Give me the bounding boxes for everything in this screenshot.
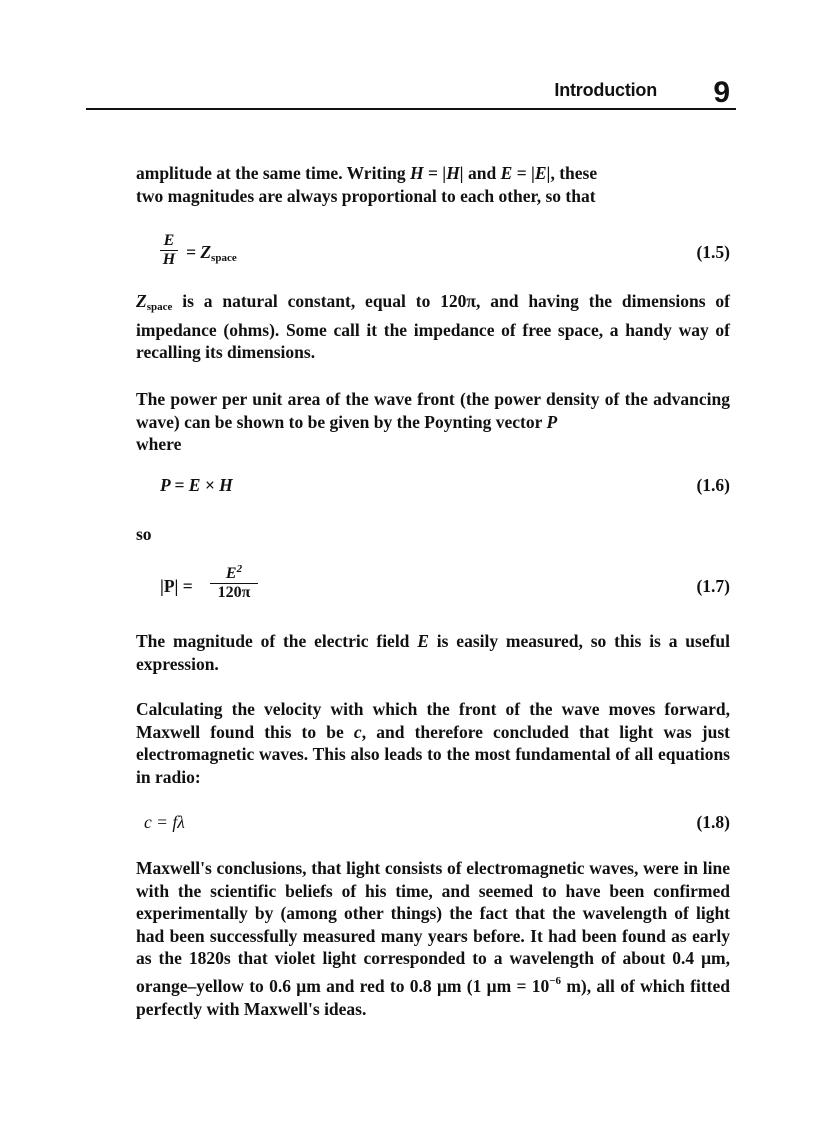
p6-sup: −6	[549, 974, 562, 987]
p3-P: P	[546, 411, 558, 432]
eq-1-7-number: (1.7)	[696, 576, 730, 596]
p5-text2: , and therefore concluded that light was just electromagnetic waves. This also leads to the most fundamental of all equations in radio:	[136, 721, 730, 787]
eq-1-7-numerator	[210, 560, 258, 583]
p1-and: and	[468, 163, 497, 183]
eq-1-6-number: (1.6)	[696, 475, 730, 495]
p1-absH: |H|	[442, 163, 464, 183]
eq-1-7-fraction	[210, 560, 258, 602]
paragraph-4	[136, 630, 730, 675]
eq-1-7-num-sup: 2	[236, 563, 243, 575]
p2-z-sub: space	[146, 301, 173, 313]
p5-text1: Calculating the velocity with which the front of the wave moves forward, Maxwell found this to be	[136, 699, 730, 742]
eq-1-7-lhs: |P| =	[160, 576, 193, 596]
p1-H: H	[409, 163, 424, 183]
p1-absE: |E|	[531, 163, 551, 183]
p4-text1: The magnitude of the electric field	[136, 631, 410, 651]
equation-1-6	[136, 475, 730, 515]
paragraph-1	[136, 162, 730, 207]
p1-line2: two magnitudes are always proportional to each other, so that	[136, 185, 596, 206]
p2-z: Z	[136, 291, 147, 311]
eq-1-5-fraction	[160, 232, 178, 269]
p2-text2: , a handy way of recalling its dimensions.	[136, 319, 730, 363]
paragraph-5	[136, 698, 730, 788]
p1-text: amplitude at the same time. Writing	[136, 163, 406, 183]
equation-1-8	[136, 812, 730, 852]
p6-text2: m), all of which fitted perfectly with Maxwell's ideas.	[136, 975, 730, 1019]
paragraph-2	[136, 290, 730, 364]
eq-1-8-expression: c = fλ	[144, 812, 185, 832]
equation-1-5	[136, 232, 730, 278]
paragraph-3	[136, 388, 730, 456]
p2-bold-term: impedance of free space	[413, 319, 599, 340]
p4-text2: is easily measured, so this is a useful expression.	[136, 631, 731, 674]
eq-1-7-num-E: E	[225, 565, 237, 582]
p1-eq: =	[427, 163, 438, 183]
eq-1-6-expression: P = E × H	[160, 475, 233, 495]
eq-1-5-denominator: H	[162, 251, 176, 268]
so-label: so	[136, 524, 152, 544]
p4-E: E	[417, 631, 429, 651]
eq-1-5-number: (1.5)	[696, 242, 730, 262]
p1-eq2: =	[516, 163, 527, 183]
eq-1-5-subscript: space	[211, 252, 237, 264]
equation-1-7	[136, 560, 730, 612]
p1-these: , these	[550, 163, 598, 183]
eq-1-5-z: = Z	[186, 242, 212, 262]
page-number: 9	[713, 76, 730, 109]
p2-text1: is a natural constant, equal to 120π, and having the dimensions of impedance (ohms). Some call it the	[136, 291, 730, 340]
p6-text1: Maxwell's conclusions, that light consists of electromagnetic waves, were in line with the scientific beliefs of his time, and seemed to have been confirmed experimentally by (among other things) the fact that the wavelength of light had been successfully measured many years before. It had been found as early as the 1820s that violet light corresponded to a wavelength of about 0.4 μm, orange–yellow to 0.6 μm and red to 0.8 μm (1 μm = 10	[136, 858, 730, 996]
eq-1-5-numerator: E	[163, 232, 175, 249]
eq-1-8-number: (1.8)	[696, 812, 730, 832]
p3-where: where	[136, 434, 182, 455]
section-title: Introduction	[554, 80, 657, 100]
running-header	[86, 78, 736, 110]
paragraph-6	[136, 857, 730, 1020]
eq-1-7-denominator: 120π	[217, 584, 251, 601]
p5-c: c	[353, 721, 362, 742]
p1-E: E	[500, 163, 513, 183]
p3-text: The power per unit area of the wave front (the power density of the advancing wave) can be shown to be given by the Poynting vector	[136, 389, 730, 432]
eq-1-5-rhs	[186, 242, 237, 264]
